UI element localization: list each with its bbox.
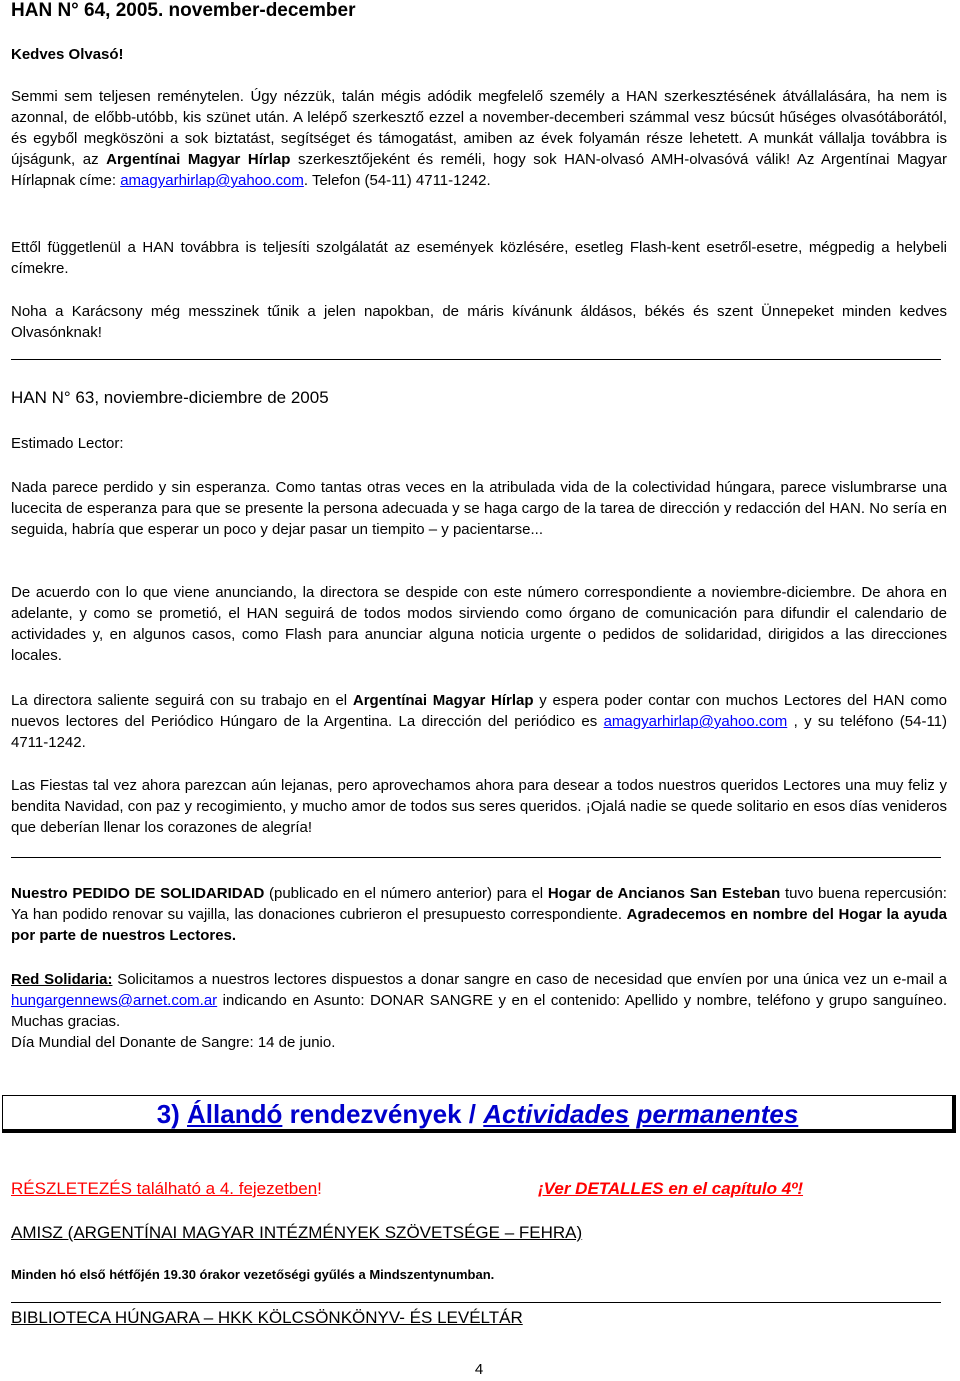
text: szerkesztőjeként és reméli, hogy sok HAN-olvasó AMH-olvasóvá válik! Az Argentínai Magyar Hírlapnak címe: (11, 151, 947, 189)
han64-paragraph-1 (11, 86, 947, 191)
han63-title: HAN N° 63, noviembre-diciembre de 2005 (11, 388, 329, 407)
han63-paragraph-2: De acuerdo con lo que viene anunciando, la directora se despide con este número correspondiente a noviembre-diciembre. De ahora en adelante, y como se prometió, el HAN seguirá de todos modos sirviendo como órgano de comunicación para difundir el calendario de actividades y, en algunos casos, como Flash para anunciar alguna noticia urgente o pedidos de solidaridad, dirigidos a las direcciones locales. (11, 584, 947, 664)
han64-paragraph-2: Ettől függetlenül a HAN továbbra is teljesíti szolgálatát az események közlésére, esetleg Flash-kent esetről-esetre, mégpedig a helybeli címekre. (11, 239, 947, 277)
han64-greeting: Kedves Olvasó! (11, 46, 124, 63)
red-solidaria-paragraph (11, 969, 947, 1032)
email-link[interactable]: amagyarhirlap@yahoo.com (120, 172, 304, 189)
biblioteca-title: BIBLIOTECA HÚNGARA – HKK KÖLCSÖNKÖNYV- ÉS LEVÉLTÁR (11, 1308, 523, 1327)
email-link[interactable]: hungargennews@arnet.com.ar (11, 992, 218, 1009)
text: Agradecemos en nombre del Hogar la ayuda por parte de nuestros Lectores. (11, 906, 947, 944)
text: , y su teléfono (54-11) 4711-1242. (11, 713, 948, 751)
divider (11, 1302, 941, 1303)
text: indicando en Asunto: DONAR SANGRE y en el contenido: Apellido y nombre, teléfono y grupo sanguíneo. Muchas gracias. (11, 992, 947, 1030)
text: Solicitamos a nuestros lectores dispuestos a donar sangre en caso de necesidad que envíen por una única vez un e-mail a (112, 971, 947, 988)
text: Állandó (187, 1099, 283, 1129)
text: permanentes (636, 1099, 799, 1129)
text: (publicado en el número anterior) para el (264, 885, 548, 902)
han63-paragraph-1: Nada parece perdido y sin esperanza. Como tantas otras veces en la atribulada vida de la colectividad húngara, parece vislumbrarse una lucecita de esperanza para que se presente la persona adecuada y se haga cargo de la tarea de dirección y redacción del HAN. No sería en seguida, habría que esperar un poco y dejar pasar un tiempito – y pacientarse... (11, 479, 947, 538)
amisz-text: Minden hó első hétfőjén 19.30 órakor vezetőségi gyűlés a Mindszentynumban. (11, 1267, 495, 1282)
text: 3) (156, 1099, 188, 1129)
text: ! (317, 1179, 322, 1198)
han63-paragraph-4: Las Fiestas tal vez ahora parezcan aún lejanas, pero aprovechamos ahora para desear a todos nuestros queridos Lectores una muy feliz y bendita Navidad, con paz y recogimiento, y mucho amor de todos sus seres queridos. ¡Ojalá nadie se quede solitario en esos días venideros que deberían llenar los corazones de alegría! (11, 777, 947, 836)
han63-paragraph-3 (11, 690, 947, 753)
email-link[interactable]: amagyarhirlap@yahoo.com (603, 713, 788, 730)
han64-title: HAN N° 64, 2005. november-december (11, 0, 356, 21)
text: . Telefon (54-11) 4711-1242. (303, 172, 491, 189)
section-3-heading-box (2, 1095, 956, 1133)
details-es-link[interactable]: ¡Ver DETALLES en el capítulo 4º! (538, 1179, 804, 1198)
text: Hogar de Ancianos San Esteban (547, 885, 781, 902)
text: rendezvények / (282, 1099, 484, 1129)
details-hu-link[interactable] (11, 1179, 317, 1198)
paper-name: Argentínai Magyar Hírlap (352, 692, 534, 709)
text: Semmi sem teljesen reménytelen. Úgy nézzük, talán mégis adódik megfelelő személy a HAN szerkesztésének átvállalására, ha nem is azonnal, de előbb-utóbb, kis szünet után. A lelépő szerkesztő ezzel a november-decemberi számmal vesz búcsút hűséges olvasótáborától, és egyből megköszöni a sok biztatást, segítséget és támogatást, amiben az évek folyamán része lehetett. A munkát vállalja továbbra is újságunk, az (11, 88, 947, 168)
details-line (11, 1178, 947, 1201)
text: RÉSZLETEZÉS található a 4. fejezetben (11, 1179, 318, 1198)
donor-day-line: Día Mundial del Donante de Sangre: 14 de junio. (11, 1034, 336, 1051)
divider (11, 359, 941, 360)
solidaridad-paragraph (11, 883, 947, 946)
amisz-title: AMISZ (ARGENTÍNAI MAGYAR INTÉZMÉNYEK SZÖVETSÉGE – FEHRA) (11, 1223, 583, 1242)
text: y espera poder contar con muchos Lectores del HAN como nuevos lectores del Periódico Húngaro de la Argentina. La dirección del periódico es (11, 692, 947, 730)
text: tuvo buena repercusión: Ya han podido renovar su vajilla, las donaciones cubrieron el presupuesto correspondiente. (11, 885, 947, 923)
paper-name: Argentínai Magyar Hírlap (106, 151, 291, 168)
page-number: 4 (474, 1361, 484, 1378)
text: Actividades (483, 1099, 630, 1129)
han63-greeting: Estimado Lector: (11, 435, 124, 452)
text: Nuestro PEDIDO DE SOLIDARIDAD (11, 885, 265, 902)
divider (11, 857, 941, 858)
text: La directora saliente seguirá con su trabajo en el (11, 692, 353, 709)
red-solidaria-label: Red Solidaria: (11, 971, 113, 988)
han64-paragraph-3: Noha a Karácsony még messzinek tűnik a jelen napokban, de máris kívánunk áldásos, békés és szent Ünnepeket minden kedves Olvasónknak! (11, 303, 947, 341)
